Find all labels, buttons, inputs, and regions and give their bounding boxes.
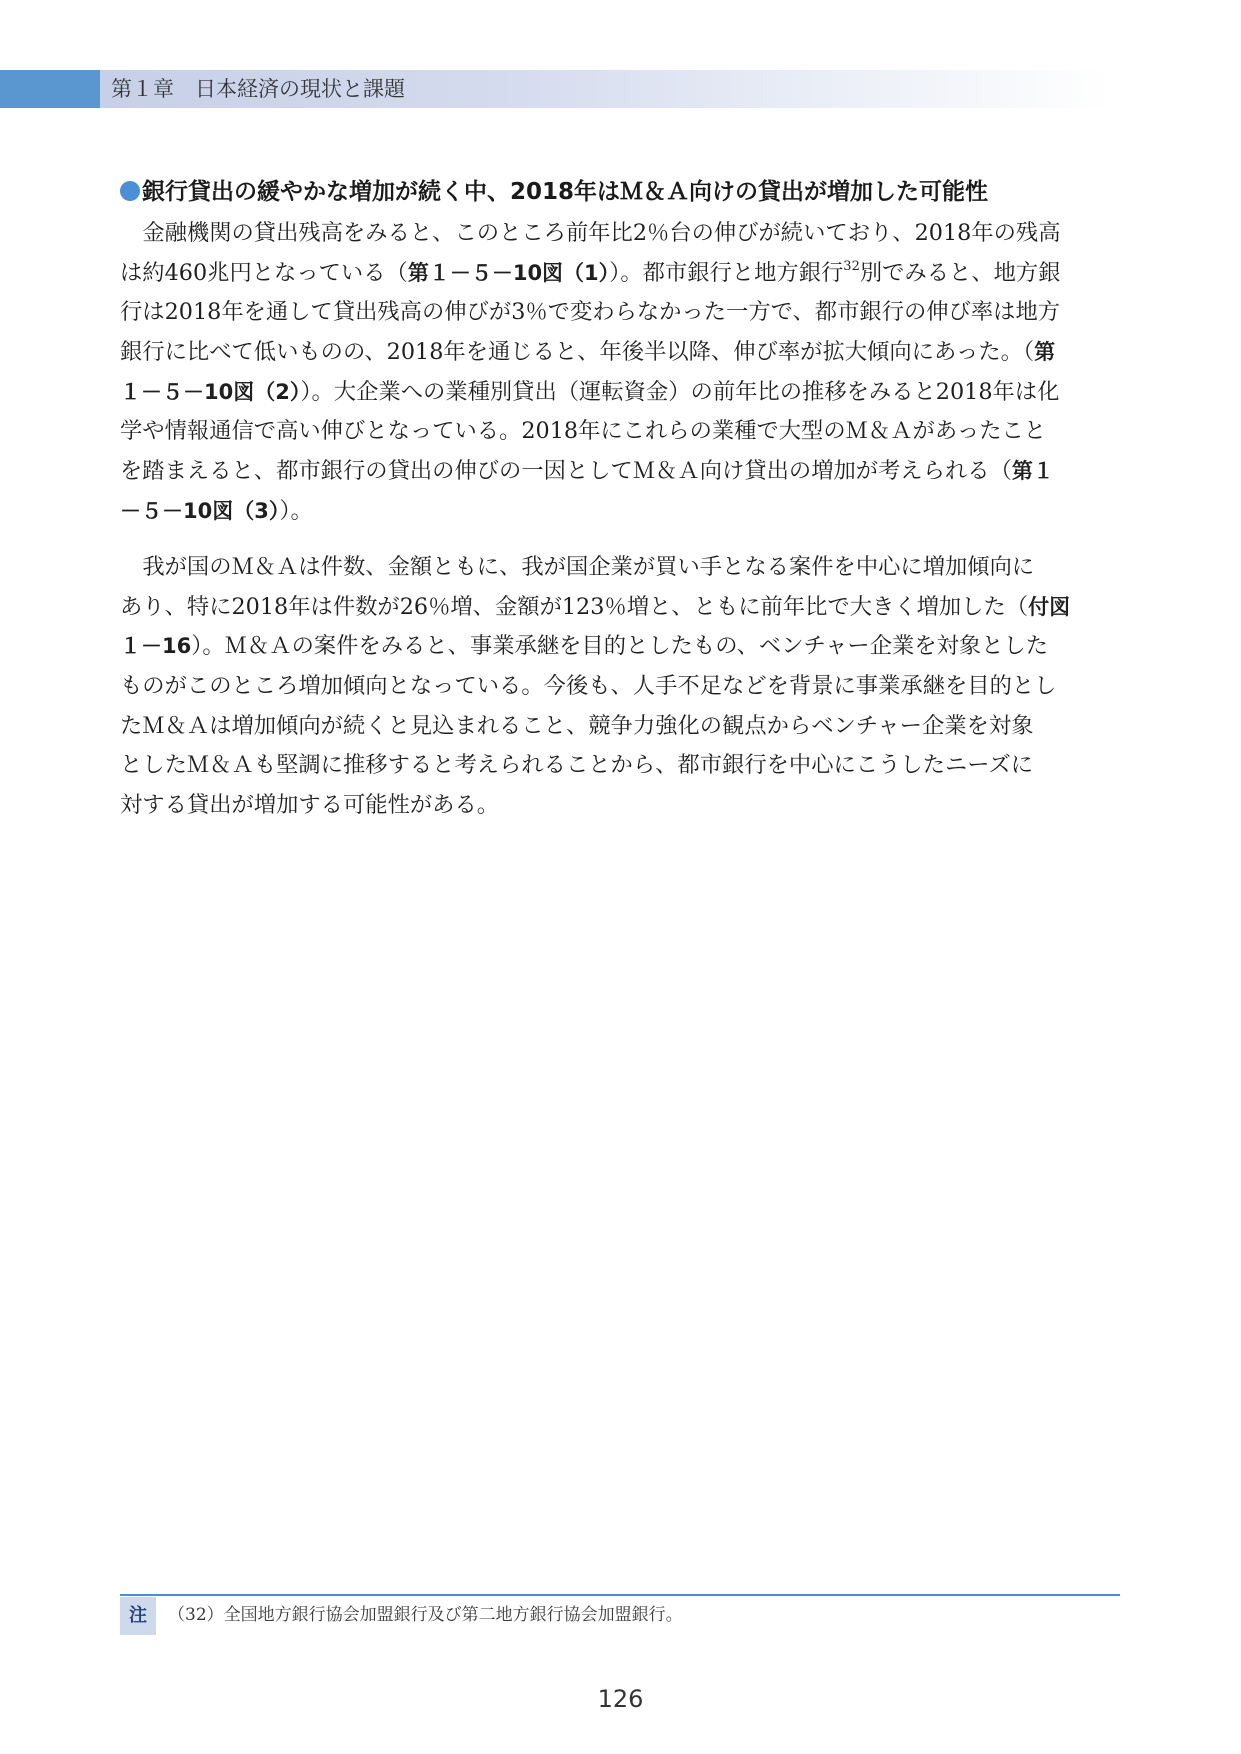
body-paragraph-2 bbox=[120, 548, 1122, 826]
section-heading-text: 銀行貸出の緩やかな増加が続く中、2018年はＭ＆Ａ向けの貸出が増加した可能性 bbox=[142, 179, 989, 205]
footnote-text: （32）全国地方銀行協会加盟銀行及び第二地方銀行協会加盟銀行。 bbox=[168, 1605, 683, 1625]
paragraph-line bbox=[120, 452, 1122, 492]
paragraph-line bbox=[120, 627, 1122, 667]
text-span: たＭ＆Ａは増加傾向が続くと見込まれること、競争力強化の観点からベンチャー企業を対象 bbox=[120, 712, 1034, 739]
text-span: 行は2018年を通して貸出残高の伸びが3％で変わらなかった一方で、都市銀行の伸び率は地方 bbox=[120, 299, 1061, 326]
text-span: 学や情報通信で高い伸びとなっている。2018年にこれらの業種で大型のＭ＆Ａがあったこと bbox=[120, 418, 1047, 445]
paragraph-line bbox=[120, 293, 1122, 333]
text-span: ）。Ｍ＆Ａの案件をみると、事業承継を目的としたもの、ベンチャー企業を対象とした bbox=[191, 633, 1049, 660]
footnote-label: 注 bbox=[120, 1597, 156, 1635]
text-span: は約460兆円となっている（ bbox=[120, 259, 408, 286]
text-span: 別でみると、地方銀 bbox=[859, 259, 1061, 286]
paragraph-line bbox=[120, 412, 1122, 452]
paragraph-line bbox=[120, 333, 1122, 373]
chapter-header-accent bbox=[0, 70, 100, 108]
paragraph-line bbox=[120, 667, 1122, 707]
text-span: を踏まえると、都市銀行の貸出の伸びの一因としてＭ＆Ａ向け貸出の増加が考えられる（ bbox=[120, 458, 1012, 485]
paragraph-line bbox=[120, 254, 1122, 294]
text-span: としたＭ＆Ａも堅調に推移すると考えられることから、都市銀行を中心にこうしたニーズに bbox=[120, 752, 1034, 779]
text-span: ）。都市銀行と地方銀行 bbox=[609, 259, 844, 286]
section-heading bbox=[120, 176, 1120, 208]
figure-reference: 第 bbox=[1034, 340, 1056, 365]
text-span: 金融機関の貸出残高をみると、このところ前年比2％台の伸びが続いており、2018年の残高 bbox=[142, 220, 1061, 246]
body-paragraph-1 bbox=[120, 214, 1122, 532]
bullet-circle-icon bbox=[120, 181, 140, 201]
paragraph-line bbox=[120, 588, 1122, 628]
text-span: ）。 bbox=[279, 497, 313, 524]
figure-reference: 第１ bbox=[1011, 459, 1054, 484]
text-span: ）。大企業への業種別貸出（運転資金）の前年比の推移をみると2018年は化 bbox=[300, 378, 1060, 405]
paragraph-line bbox=[120, 786, 1122, 826]
text-span: 銀行に比べて低いものの、2018年を通じると、年後半以降、伸び率が拡大傾向にあった。（ bbox=[120, 339, 1035, 366]
paragraph-line bbox=[120, 707, 1122, 747]
figure-reference: －５－10図（3） bbox=[120, 498, 280, 523]
chapter-title: 第１章 日本経済の現状と課題 bbox=[111, 77, 405, 101]
footnote-divider bbox=[120, 1594, 1120, 1596]
paragraph-line bbox=[120, 214, 1122, 254]
paragraph-line bbox=[120, 373, 1122, 413]
figure-reference: 第１－５－10図（1） bbox=[407, 260, 610, 285]
figure-reference: 付図 bbox=[1028, 594, 1071, 619]
text-span: 我が国のＭ＆Ａは件数、金額ともに、我が国企業が買い手となる案件を中心に増加傾向に bbox=[142, 554, 1035, 580]
page-number: 126 bbox=[597, 1685, 644, 1713]
footnote-marker: 32 bbox=[843, 258, 860, 274]
paragraph-line bbox=[120, 746, 1122, 786]
paragraph-line bbox=[120, 492, 1122, 532]
text-span: ものがこのところ増加傾向となっている。今後も、人手不足などを背景に事業承継を目的とし bbox=[120, 673, 1057, 700]
figure-reference: １－16 bbox=[120, 634, 192, 659]
text-span: あり、特に2018年は件数が26％増、金額が123％増と、ともに前年比で大きく増加した（ bbox=[120, 593, 1029, 620]
paragraph-line bbox=[120, 548, 1122, 588]
text-span: 対する貸出が増加する可能性がある。 bbox=[120, 792, 500, 819]
figure-reference: １－５－10図（2） bbox=[120, 379, 301, 404]
